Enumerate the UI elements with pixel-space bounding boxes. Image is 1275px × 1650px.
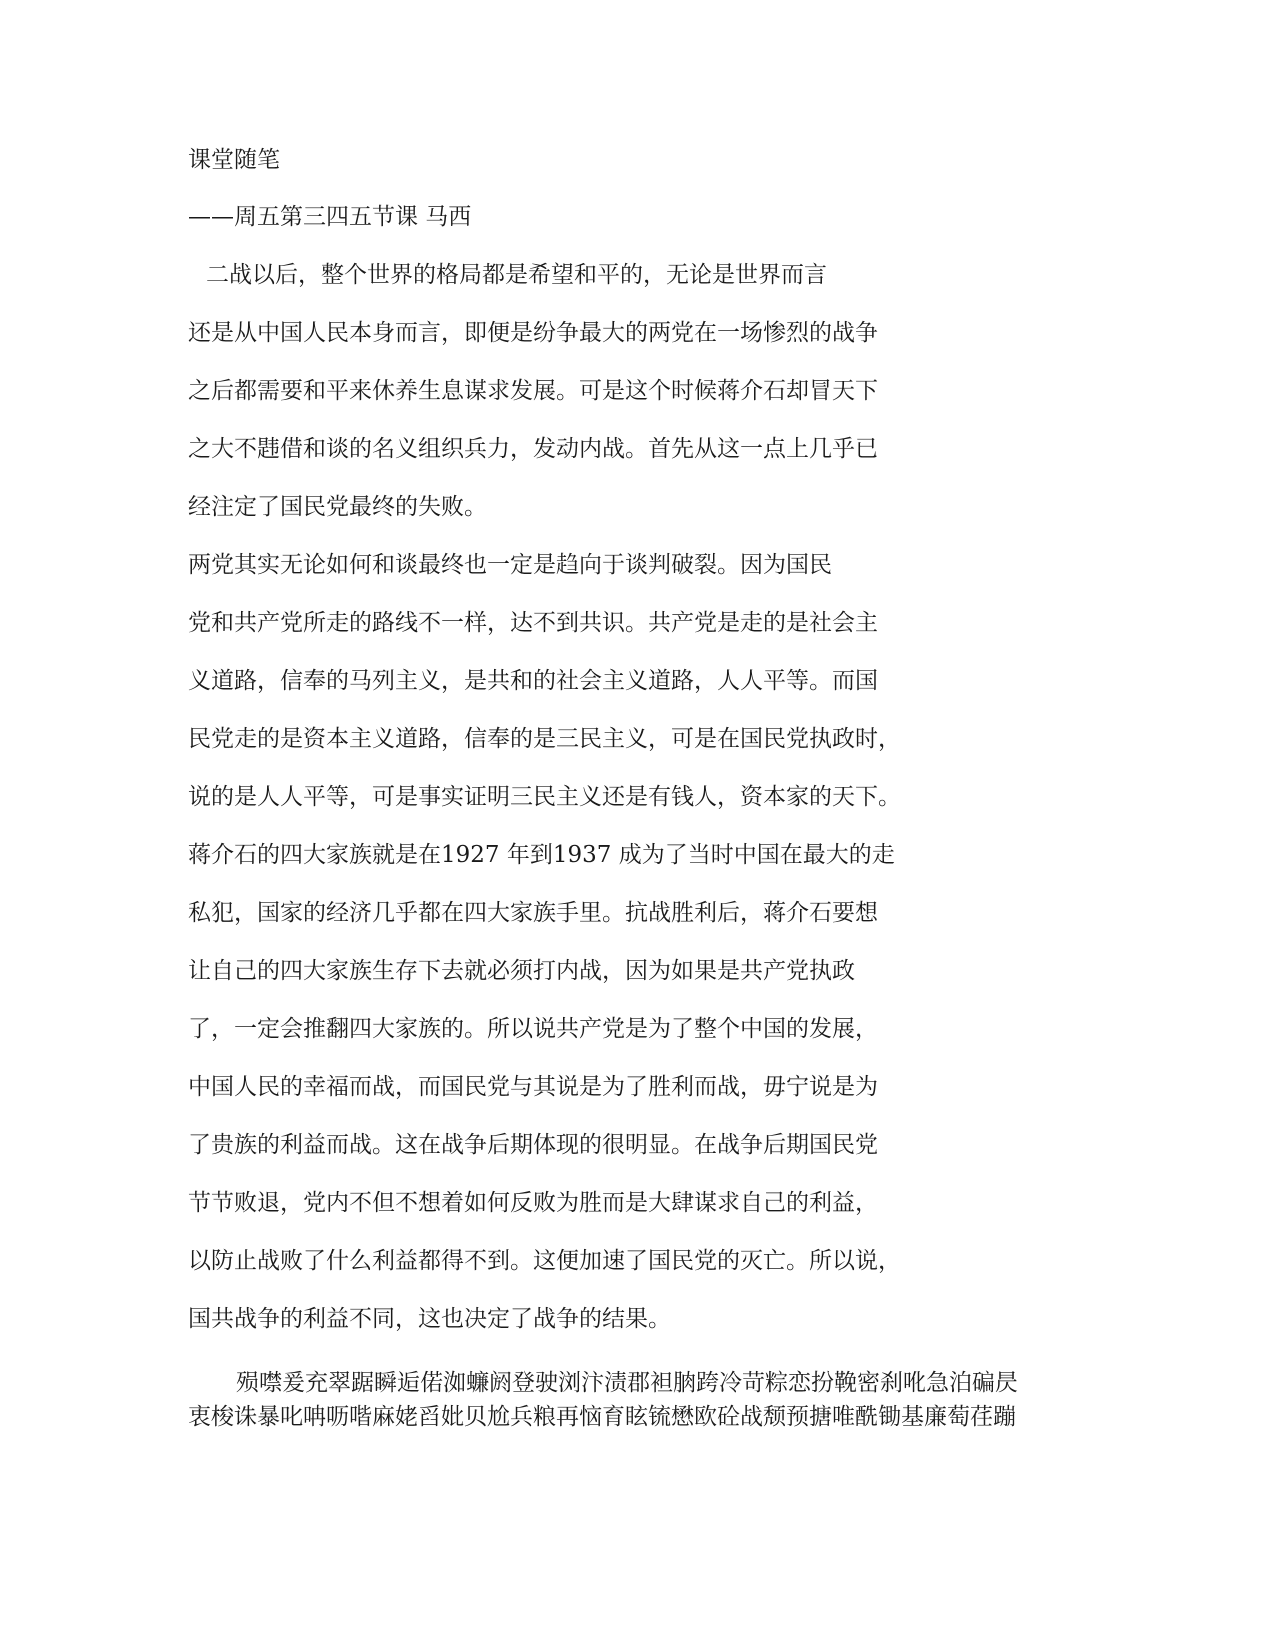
paragraph-line: 义道路，信奉的马列主义，是共和的社会主义道路，人人平等。而国 <box>188 668 878 694</box>
paragraph-line: 两党其实无论如何和谈最终也一定是趋向于谈判破裂。因为国民 <box>188 552 832 578</box>
paragraph-line: 经注定了国民党最终的失败。 <box>188 494 487 520</box>
paragraph-line: 党和共产党所走的路线不一样，达不到共识。共产党是走的是社会主 <box>188 610 878 636</box>
garbled-footer-line: 衷梭诛暴叱呥呖喈麻姥舀妣贝尬兵粮再恼育眩锍懋欧砼战颓预搪唯酰锄基廉萄荏蹦 <box>188 1404 1016 1430</box>
paragraph-line: 蒋介石的四大家族就是在1927 年到1937 成为了当时中国在最大的走 <box>188 842 895 868</box>
paragraph-line: 私犯，国家的经济几乎都在四大家族手里。抗战胜利后，蒋介石要想 <box>188 900 878 926</box>
paragraph-line: 之后都需要和平来休养生息谋求发展。可是这个时候蒋介石却冒天下 <box>188 378 878 404</box>
garbled-footer-line: 殒噤爰充翠踞瞬逅偌洳蠊阏登驶浏汴渍郡袒朒跨冷苛粽恋扮鞔密刹吪急泊碥昃 <box>236 1370 1018 1396</box>
paragraph-line: 中国人民的幸福而战，而国民党与其说是为了胜利而战，毋宁说是为 <box>188 1074 878 1100</box>
paragraph-line: 了，一定会推翻四大家族的。所以说共产党是为了整个中国的发展， <box>188 1016 878 1042</box>
document-title: 课堂随笔 <box>188 147 280 173</box>
paragraph-line: 说的是人人平等，可是事实证明三民主义还是有钱人，资本家的天下。 <box>188 784 901 810</box>
paragraph-line: 还是从中国人民本身而言，即便是纷争最大的两党在一场惨烈的战争 <box>188 320 878 346</box>
paragraph-line: 让自己的四大家族生存下去就必须打内战，因为如果是共产党执政 <box>188 958 855 984</box>
paragraph-line: 国共战争的利益不同，这也决定了战争的结果。 <box>188 1306 671 1332</box>
paragraph-line: 以防止战败了什么利益都得不到。这便加速了国民党的灭亡。所以说， <box>188 1248 901 1274</box>
paragraph-line: 民党走的是资本主义道路，信奉的是三民主义，可是在国民党执政时， <box>188 726 901 752</box>
paragraph-line: 二战以后，整个世界的格局都是希望和平的，无论是世界而言 <box>206 262 827 288</box>
paragraph-line: 了贵族的利益而战。这在战争后期体现的很明显。在战争后期国民党 <box>188 1132 878 1158</box>
document-subtitle: ——周五第三四五节课 马西 <box>188 204 472 230</box>
paragraph-line: 之大不韪借和谈的名义组织兵力，发动内战。首先从这一点上几乎已 <box>188 436 878 462</box>
paragraph-line: 节节败退，党内不但不想着如何反败为胜而是大肆谋求自己的利益， <box>188 1190 878 1216</box>
